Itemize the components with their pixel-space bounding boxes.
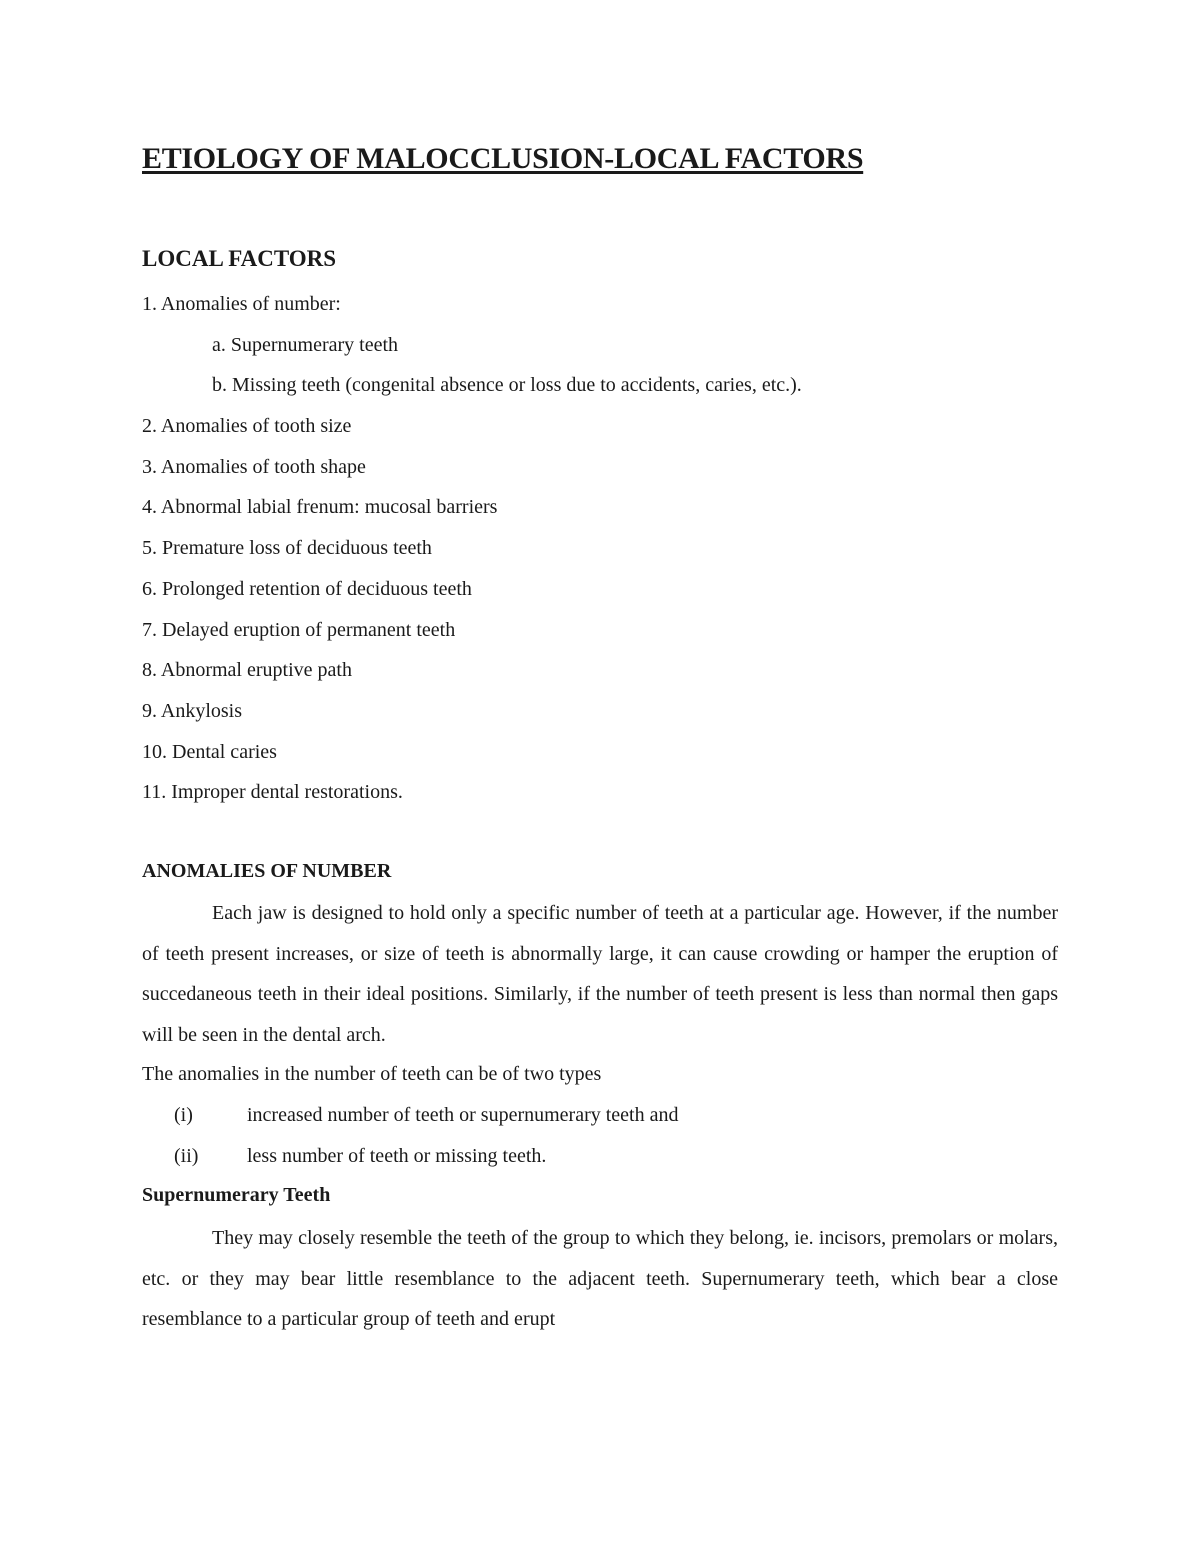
list-item: 11. Improper dental restorations. bbox=[142, 781, 403, 804]
list-item: 3. Anomalies of tooth shape bbox=[142, 455, 366, 478]
document-title: ETIOLOGY OF MALOCCLUSION-LOCAL FACTORS bbox=[142, 142, 864, 175]
local-factors-list bbox=[142, 290, 802, 819]
supernumerary-heading: Supernumerary Teeth bbox=[142, 1184, 331, 1206]
list-item: 6. Prolonged retention of deciduous teeth bbox=[142, 577, 472, 600]
paragraph-text: Each jaw is designed to hold only a specific number of teeth at a particular age. However, if the number of teeth present increases, or size of teeth is abnormally large, it can cause crowding or hamper the eruption of succedaneous teeth in their ideal positions. Similarly, if the number of teeth present is less than normal then gaps will be seen in the dental arch. bbox=[142, 902, 1058, 1046]
list-item: 7. Delayed eruption of permanent teeth bbox=[142, 618, 456, 641]
supernumerary-paragraph bbox=[142, 1218, 1058, 1340]
type-text: increased number of teeth or supernumerary teeth and bbox=[247, 1104, 679, 1126]
list-subitem: b. Missing teeth (congenital absence or loss due to accidents, caries, etc.). bbox=[212, 374, 802, 397]
local-factors-heading: LOCAL FACTORS bbox=[142, 246, 337, 271]
anomalies-of-number-heading: ANOMALIES OF NUMBER bbox=[142, 860, 392, 882]
anomalies-of-number-paragraph bbox=[142, 893, 1058, 1055]
type-number: (i) bbox=[174, 1104, 193, 1126]
list-item: 5. Premature loss of deciduous teeth bbox=[142, 537, 432, 560]
list-item: 2. Anomalies of tooth size bbox=[142, 415, 352, 438]
list-item: 10. Dental caries bbox=[142, 740, 277, 763]
list-item: 8. Abnormal eruptive path bbox=[142, 659, 352, 682]
list-subitem: a. Supernumerary teeth bbox=[212, 333, 399, 356]
list-item: 4. Abnormal labial frenum: mucosal barriers bbox=[142, 496, 498, 519]
list-item: 1. Anomalies of number: bbox=[142, 293, 341, 315]
anomalies-intro: The anomalies in the number of teeth can be of two types bbox=[142, 1063, 602, 1085]
paragraph-text: They may closely resemble the teeth of the group to which they belong, ie. incisors, premolars or molars, etc. or they may bear little resemblance to the adjacent teeth. Supernumerary teeth, which bear a close resemblance to a particular group of teeth and erupt bbox=[142, 1227, 1058, 1330]
type-number: (ii) bbox=[174, 1145, 199, 1167]
type-text: less number of teeth or missing teeth. bbox=[247, 1145, 547, 1167]
list-item: 9. Ankylosis bbox=[142, 699, 243, 722]
